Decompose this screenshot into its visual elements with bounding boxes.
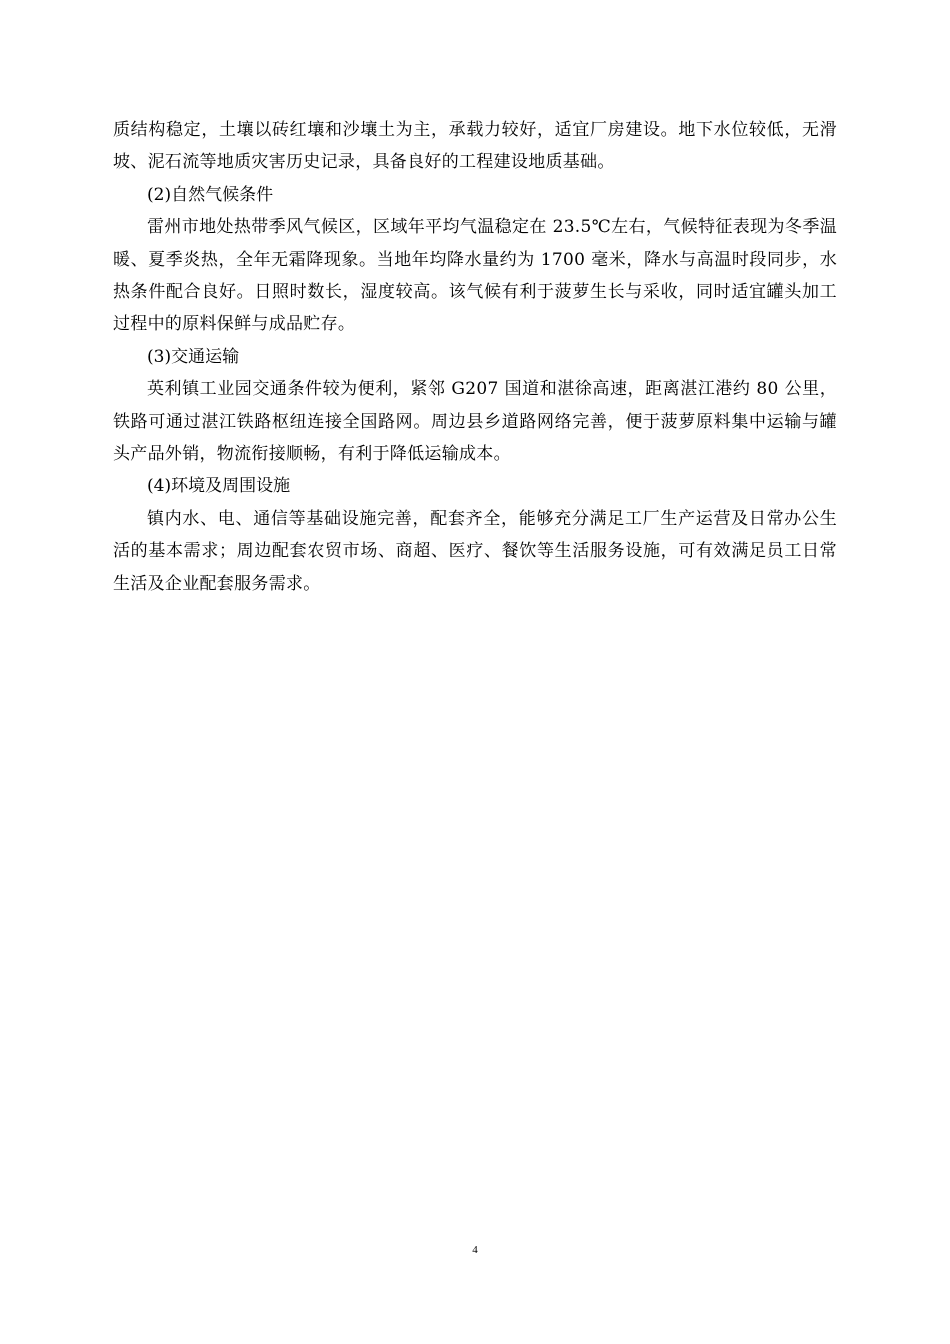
paragraph-geology-continued: 质结构稳定，土壤以砖红壤和沙壤土为主，承载力较好，适宜厂房建设。地下水位较低，无滑坡、泥石流等地质灾害历史记录，具备良好的工程建设地质基础。 bbox=[113, 120, 837, 173]
heading-transportation: (3)交通运输 bbox=[147, 346, 240, 367]
page-number: 4 bbox=[472, 1244, 478, 1256]
paragraph-transportation: 英利镇工业园交通条件较为便利，紧邻 G207 国道和湛徐高速，距离湛江港约 80 公里，铁路可通过湛江铁路枢纽连接全国路网。周边县乡道路网络完善，便于菠萝原料集中运输与罐头产品外销，物流衔接顺畅，有利于降低运输成本。 bbox=[113, 379, 837, 465]
heading-natural-climate: (2)自然气候条件 bbox=[147, 184, 274, 205]
paragraph-environment-facilities: 镇内水、电、通信等基础设施完善，配套齐全，能够充分满足工厂生产运营及日常办公生活的基本需求；周边配套农贸市场、商超、医疗、餐饮等生活服务设施，可有效满足员工日常生活及企业配套服务需求。 bbox=[113, 508, 837, 594]
heading-environment-facilities: (4)环境及周围设施 bbox=[147, 476, 291, 497]
document-body bbox=[113, 114, 837, 600]
paragraph-natural-climate: 雷州市地处热带季风气候区，区域年平均气温稳定在 23.5℃左右，气候特征表现为冬季温暖、夏季炎热，全年无霜降现象。当地年均降水量约为 1700 毫米，降水与高温时段同步，水热条件配合良好。日照时数长，湿度较高。该气候有利于菠萝生长与采收，同时适宜罐头加工过程中的原料保鲜与成品贮存。 bbox=[113, 217, 837, 335]
